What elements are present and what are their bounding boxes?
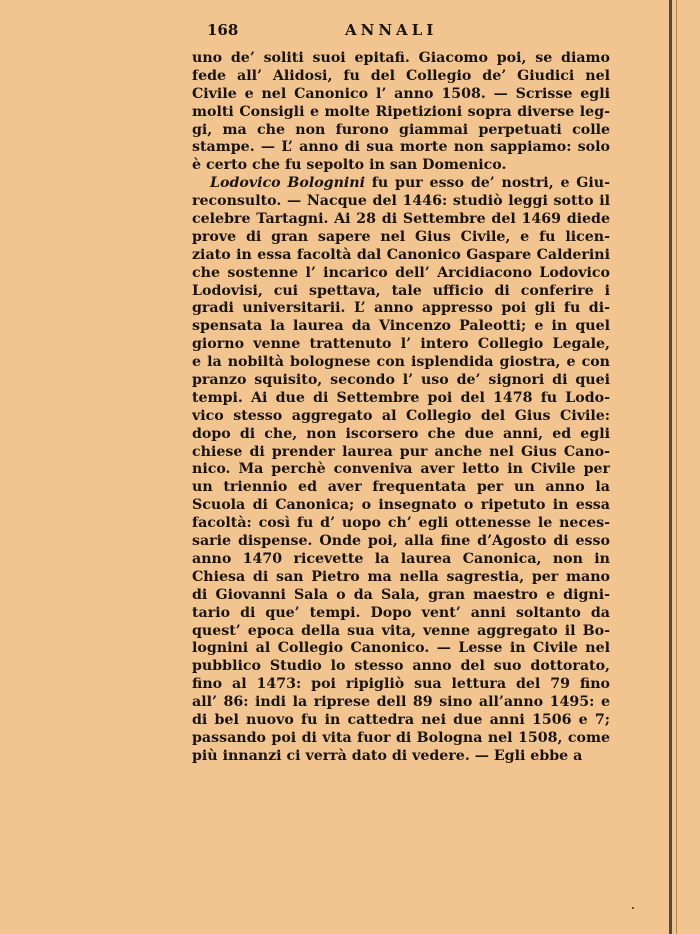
- text-line: [192, 712, 610, 730]
- line-text: fu pur esso de’ nostri, e Giu-: [365, 175, 610, 192]
- line-text: pranzo squisito, secondo l’ uso de’ signori di quei: [192, 372, 610, 389]
- line-text: vico stesso aggregato al Collegio del Gius Civile:: [192, 407, 610, 424]
- text-line: [192, 229, 610, 247]
- text-line: [192, 551, 610, 569]
- text-line: [192, 461, 610, 479]
- running-title: ANNALI: [345, 21, 438, 39]
- page-edge-shadow: [669, 0, 672, 934]
- line-text: di bel nuovo fu in cattedra nei due anni 1506 e 7;: [192, 711, 610, 728]
- line-text: molti Consigli e molte Ripetizioni sopra diverse leg-: [192, 103, 610, 120]
- text-line: [192, 569, 610, 587]
- line-text: e la nobiltà bolognese con isplendida giostra, e con: [192, 354, 610, 371]
- text-line: [192, 640, 610, 658]
- text-line: [192, 658, 610, 676]
- paper-speck: [632, 907, 634, 909]
- body-text: [192, 50, 610, 766]
- line-text: quest’ epoca della sua vita, venne aggregato il Bo-: [192, 622, 610, 639]
- text-line: [192, 300, 610, 318]
- text-line: [192, 444, 610, 462]
- running-head: [197, 21, 609, 43]
- text-line: [192, 515, 610, 533]
- line-text: Scuola di Canonica; o insegnato o ripetuto in essa: [192, 497, 610, 514]
- line-text: Civile e nel Canonico l’ anno 1508. — Scrisse egli: [192, 85, 610, 102]
- line-text: reconsulto. — Nacque del 1446: studiò leggi sotto il: [192, 193, 610, 210]
- line-text: tario di que’ tempi. Dopo vent’ anni soltanto da: [192, 604, 610, 621]
- line-text: gradi universitarii. L’ anno appresso poi gli fu di-: [192, 300, 610, 317]
- text-line: [192, 336, 610, 354]
- line-text: spensata la laurea da Vincenzo Paleotti; e in quel: [192, 318, 610, 335]
- line-text: Lodovisi, cui spettava, tale ufficio di conferire i: [192, 282, 610, 299]
- line-text: uno de’ soliti suoi epitafi. Giacomo poi, se diamo: [192, 50, 610, 66]
- page-number: 168: [207, 21, 239, 39]
- line-text: passando poi di vita fuor di Bologna nel 1508, come: [192, 729, 610, 746]
- line-text: celebre Tartagni. Ai 28 di Settembre del 1469 diede: [192, 211, 610, 228]
- text-line: [192, 86, 610, 104]
- text-line: [192, 318, 610, 336]
- text-line: [192, 68, 610, 86]
- line-text: fino al 1473: poi ripigliò sua lettura del 79 fino: [192, 676, 610, 693]
- line-text: tempi. Ai due di Settembre poi del 1478 fu Lodo-: [192, 389, 610, 406]
- text-line: [192, 408, 610, 426]
- text-line: [192, 748, 610, 766]
- text-line: [192, 265, 610, 283]
- line-text: chiese di prender laurea pur anche nel Gius Cano-: [192, 443, 610, 460]
- line-text: gi, ma che non furono giammai perpetuati colle: [192, 121, 610, 138]
- text-line: [192, 533, 610, 551]
- line-text: nico. Ma perchè conveniva aver letto in Civile per: [192, 461, 610, 478]
- text-line: [192, 354, 610, 372]
- text-line: [192, 426, 610, 444]
- line-text: dopo di che, non iscorsero che due anni, ed egli: [192, 425, 610, 442]
- text-line: [192, 122, 610, 140]
- line-text: che sostenne l’ incarico dell’ Arcidiacono Lodovico: [192, 264, 610, 281]
- line-text: fede all’ Alidosi, fu del Collegio de’ Giudici nel: [192, 67, 610, 84]
- line-text: più innanzi ci verrà dato di vedere. — Egli ebbe a: [192, 747, 583, 764]
- text-line: [192, 50, 610, 68]
- line-text: anno 1470 ricevette la laurea Canonica, non in: [192, 550, 610, 567]
- text-line: [192, 283, 610, 301]
- line-text: lognini al Collegio Canonico. — Lesse in Civile nel: [192, 640, 610, 657]
- line-text: giorno venne trattenuto l’ intero Collegio Legale,: [192, 336, 610, 353]
- text-line: [192, 247, 610, 265]
- text-line: [192, 175, 610, 193]
- text-line: [192, 372, 610, 390]
- line-text: un triennio ed aver frequentata per un anno la: [192, 479, 610, 496]
- text-line: [192, 139, 610, 157]
- text-line: [192, 390, 610, 408]
- line-text: all’ 86: indi la riprese dell 89 sino all’anno 1495: e: [192, 694, 610, 711]
- text-line: [192, 193, 610, 211]
- line-text: di Giovanni Sala o da Sala, gran maestro e digni-: [192, 586, 610, 603]
- text-line: [192, 479, 610, 497]
- line-text: ziato in essa facoltà dal Canonico Gaspare Calderini: [192, 246, 610, 263]
- text-line: [192, 211, 610, 229]
- text-line: [192, 104, 610, 122]
- text-line: [192, 676, 610, 694]
- text-line: [192, 605, 610, 623]
- text-line: [192, 157, 610, 175]
- page-edge-line: [676, 0, 677, 934]
- line-text: facoltà: così fu d’ uopo ch’ egli ottenesse le neces-: [192, 515, 610, 532]
- line-text: stampe. — L’ anno di sua morte non sappiamo: solo: [192, 139, 610, 156]
- text-line: [192, 730, 610, 748]
- line-text: è certo che fu sepolto in san Domenico.: [192, 157, 507, 174]
- text-line: [192, 587, 610, 605]
- person-name: Lodovico Bolognini: [210, 175, 365, 192]
- text-line: [192, 497, 610, 515]
- text-line: [192, 694, 610, 712]
- text-line: [192, 623, 610, 641]
- line-text: pubblico Studio lo stesso anno del suo dottorato,: [192, 658, 610, 675]
- line-text: Chiesa di san Pietro ma nella sagrestia, per mano: [192, 568, 610, 585]
- line-text: prove di gran sapere nel Gius Civile, e fu licen-: [192, 228, 610, 245]
- line-text: sarie dispense. Onde poi, alla fine d’Agosto di esso: [192, 533, 610, 550]
